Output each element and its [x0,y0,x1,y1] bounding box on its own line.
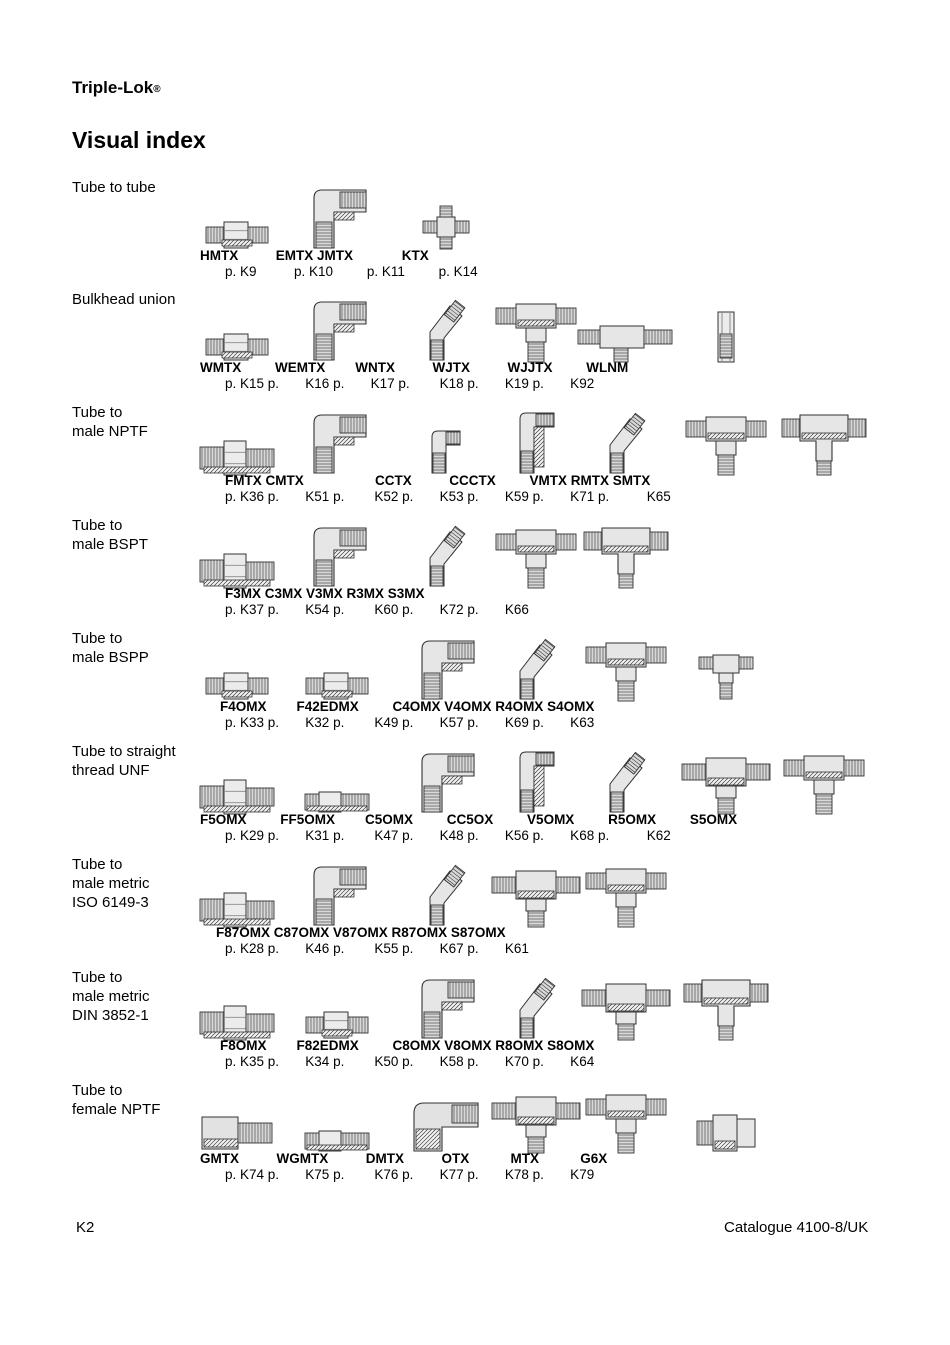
fitting-image-v5omx [608,754,644,814]
fitting-image-dmtx [412,1101,480,1153]
category-label: Tube to female NPTF [72,1082,161,1118]
fitting-image-f3mx [200,554,276,588]
fitting-image-r87omx [492,869,580,927]
fitting-image-f4omx [206,671,270,701]
fitting-image-ff5omx [305,790,371,814]
fitting-image-r4omx [586,641,666,701]
fitting-image-smtx [782,415,866,475]
fitting-image-ccctx [516,411,556,475]
category-label: Tube to male metric DIN 3852-1 [72,969,150,1024]
page-title: Visual index [72,127,206,153]
page-references: p. K74 p. K75 p. K76 p. K77 p. K78 p. K79 [225,1167,595,1182]
fitting-codes: HMTX EMTX JMTX KTX [200,248,429,263]
brand-name: Triple-Lok [72,78,154,97]
fitting-image-wlnm [717,312,735,362]
fitting-image-c8omx [416,978,476,1040]
fitting-image-ktx [423,206,469,250]
fitting-image-wjtx [496,302,576,362]
page-references: p. K9 p. K10 p. K11 p. K14 [225,264,478,279]
index-section [0,855,950,968]
fitting-image-s8omx [684,980,768,1040]
fitting-codes: GMTX WGMTX DMTX OTX MTX G6X [200,1151,608,1166]
category-label: Tube to male metric ISO 6149-3 [72,856,150,911]
category-label: Tube to male BSPT [72,517,148,553]
fitting-image-wemtx [308,300,368,362]
fitting-image-wntx [428,302,464,362]
fitting-image-otx [492,1095,580,1153]
fitting-image-emtx [308,188,368,250]
fitting-codes: F87OMX C87OMX V87OMX R87OMX S87OMX [216,925,506,940]
category-label: Tube to tube [72,179,156,196]
index-section [0,742,950,855]
page-references: p. K37 p. K54 p. K60 p. K72 p. K66 [225,602,529,617]
fitting-image-mtx [586,1093,666,1153]
fitting-image-vmtx [608,415,644,475]
fitting-image-r8omx [582,982,670,1040]
fitting-image-cmtx [308,413,368,475]
registered-mark: ® [153,84,161,95]
index-section [0,290,950,403]
fitting-image-wjjtx [578,322,674,362]
index-section [0,629,950,742]
brand-header [72,78,161,98]
page-references: p. K33 p. K32 p. K49 p. K57 p. K69 p. K63 [225,715,595,730]
fitting-image-s3mx [584,528,668,588]
fitting-codes: F3MX C3MX V3MX R3MX S3MX [225,586,425,601]
fitting-image-gmtx [202,1113,274,1153]
fitting-image-v87omx [428,867,464,927]
fitting-image-c3mx [308,526,368,588]
category-label: Tube to straight thread UNF [72,743,176,779]
fitting-image-v4omx [518,641,554,701]
fitting-image-fmtx [200,441,276,475]
fitting-image-hmtx [206,220,270,250]
category-label: Tube to male NPTF [72,404,148,440]
fitting-image-c87omx [308,865,368,927]
page-number: K2 [76,1219,95,1236]
page-references: p. K35 p. K34 p. K50 p. K58 p. K70 p. K64 [225,1054,595,1069]
index-section [0,516,950,629]
fitting-image-f82edmx [306,1010,370,1040]
fitting-image-cc5ox [516,750,556,814]
fitting-image-f5omx [200,780,276,814]
fitting-image-rmtx [686,415,766,475]
fitting-image-s4omx [699,653,753,701]
fitting-image-cctx [430,429,462,475]
fitting-image-s5omx [784,754,864,814]
fitting-codes: F8OMX F82EDMX C8OMX V8OMX R8OMX S8OMX [220,1038,595,1053]
index-section [0,403,950,516]
fitting-image-f87omx [200,893,276,927]
fitting-image-f42edmx [306,671,370,701]
fitting-codes: FMTX CMTX CCTX CCCTX VMTX RMTX SMTX [225,473,651,488]
fitting-image-v8omx [518,980,554,1040]
index-section [0,178,950,291]
page-references: p. K15 p. K16 p. K17 p. K18 p. K19 p. K92 [225,376,595,391]
fitting-codes: F4OMX F42EDMX C4OMX V4OMX R4OMX S4OMX [220,699,595,714]
fitting-image-wgmtx [305,1129,371,1153]
fitting-image-s87omx [586,867,666,927]
page-references: p. K28 p. K46 p. K55 p. K67 p. K61 [225,941,529,956]
fitting-image-v3mx [428,528,464,588]
fitting-codes: WMTX WEMTX WNTX WJTX WJJTX WLNM [200,360,629,375]
index-section [0,968,950,1081]
fitting-image-f8omx [200,1006,276,1040]
fitting-image-wmtx [206,332,270,362]
fitting-codes: F5OMX FF5OMX C5OMX CC5OX V5OMX R5OMX S5OMX [200,812,738,827]
category-label: Bulkhead union [72,291,176,308]
category-label: Tube to male BSPP [72,630,149,666]
fitting-image-g6x [697,1113,755,1153]
fitting-image-r5omx [682,756,770,814]
page-references: p. K29 p. K31 p. K47 p. K48 p. K56 p. K68 p. K62 [225,828,671,843]
fitting-image-c4omx [416,639,476,701]
fitting-image-c5omx [416,752,476,814]
index-section [0,1081,950,1194]
catalogue-number: Catalogue 4100-8/UK [724,1219,869,1236]
page-references: p. K36 p. K51 p. K52 p. K53 p. K59 p. K71 p. K65 [225,489,671,504]
fitting-image-r3mx [496,528,576,588]
